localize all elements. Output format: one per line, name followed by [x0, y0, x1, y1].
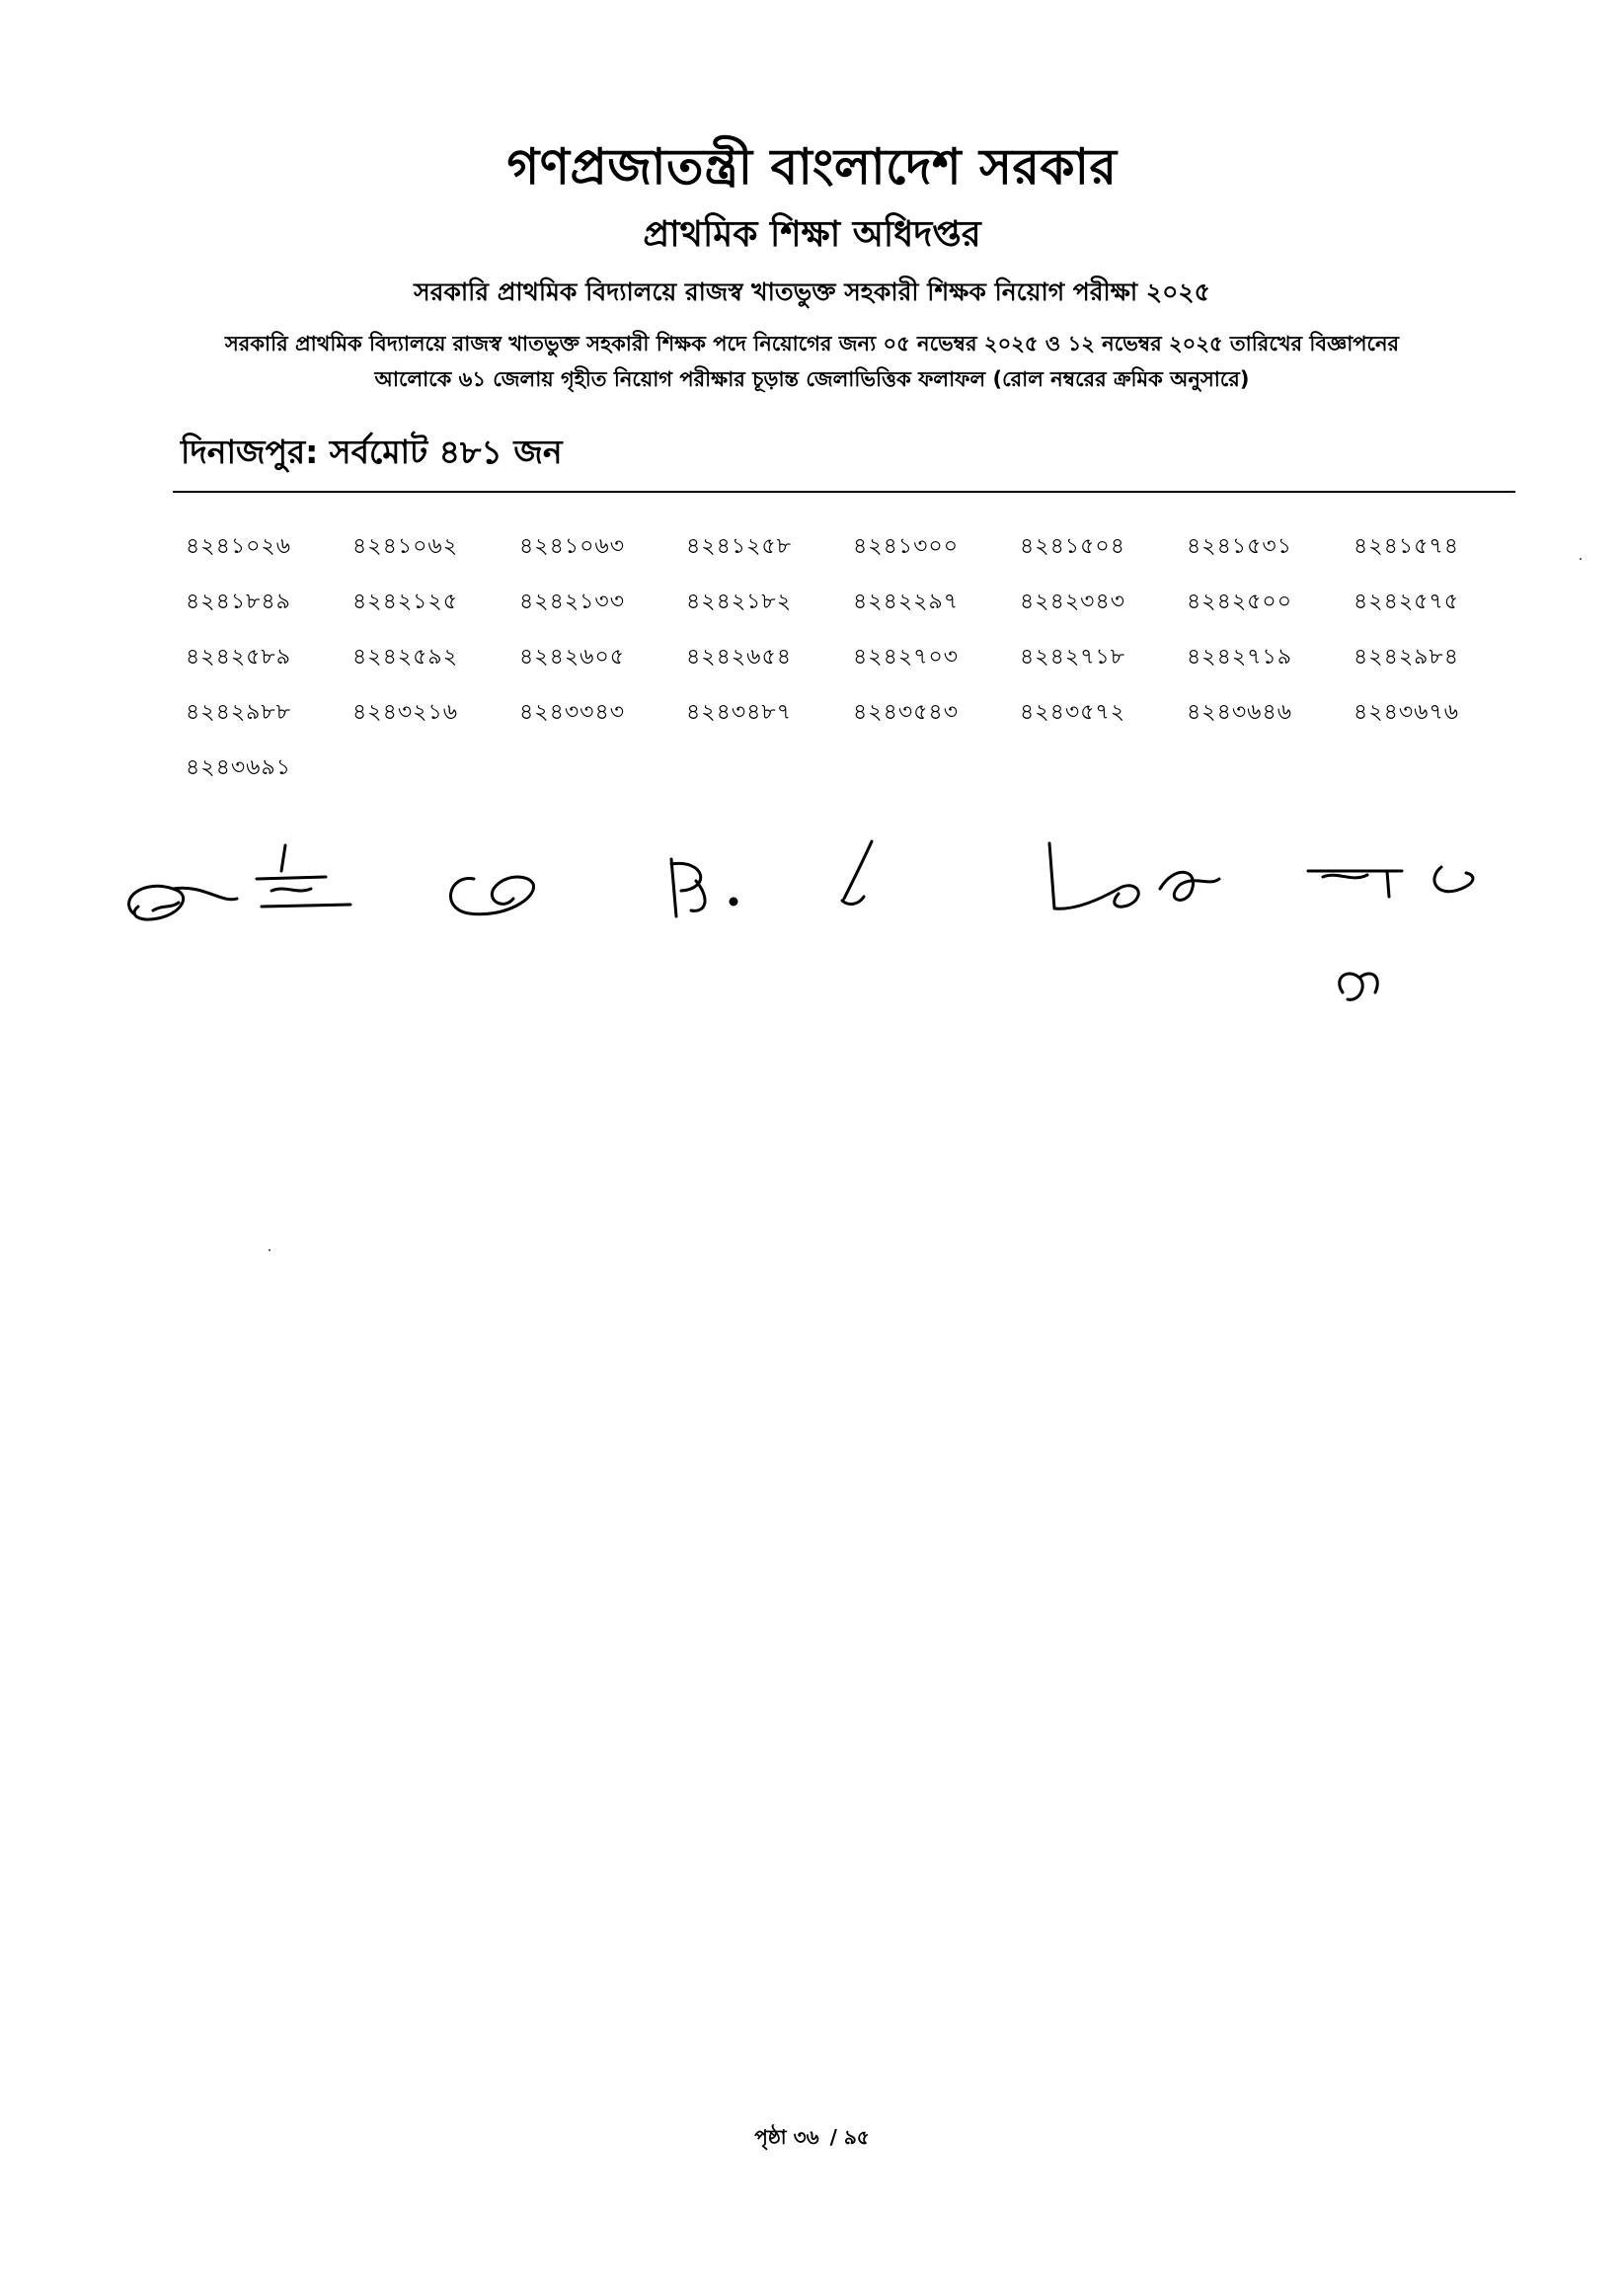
- roll-number: ৪২৪১০৬৩: [519, 534, 626, 559]
- page-title: গণপ্রজাতন্ত্রী বাংলাদেশ সরকার: [506, 138, 1118, 196]
- roll-number: ৪২৪২৭১৮: [1020, 645, 1126, 670]
- description-line-1: সরকারি প্রাথমিক বিদ্যালয়ে রাজস্ব খাতভুক্ত সহকারী শিক্ষক পদে নিয়োগের জন্য ০৫ নভেম্বর ২০২৫ ও ১২ নভেম্বর ২০২৫ তারিখের বিজ্ঞাপনের: [224, 332, 1400, 356]
- roll-number: ৪২৪১৩০০: [853, 534, 960, 559]
- signature-5: [842, 841, 872, 904]
- roll-number: ৪২৪৩৬৭৬: [1353, 700, 1460, 725]
- roll-number: ৪২৪২১২৫: [352, 590, 459, 614]
- signature-2: [257, 845, 350, 907]
- roll-number: ৪২৪২৭১৯: [1187, 645, 1293, 670]
- page-number: পৃষ্ঠা ৩৬: [754, 2125, 819, 2149]
- roll-number: ৪২৪২১৩৩: [519, 590, 626, 614]
- roll-number: ৪২৪২২৯৭: [853, 590, 960, 614]
- roll-number: ৪২৪১৫৩১: [1187, 534, 1292, 559]
- divider: [173, 491, 1515, 493]
- roll-number: ৪২৪১০৬২: [352, 534, 459, 559]
- roll-number: ৪২৪৩৫৭২: [1020, 700, 1126, 725]
- roll-number: ৪২৪২৬৫৪: [686, 645, 793, 670]
- district-heading: দিনাজপুর: সর্বমোট ৪৮১ জন: [181, 433, 563, 471]
- signature-6: [1049, 843, 1219, 909]
- roll-number: ৪২৪২৫৭৫: [1353, 590, 1460, 614]
- page-footer: [0, 2123, 1624, 2156]
- roll-number: ৪২৪১০২৬: [186, 534, 292, 559]
- roll-number: ৪২৪২৯৮৪: [1353, 645, 1459, 670]
- roll-number: ৪২৪২১৮২: [686, 590, 793, 614]
- signature-3: [450, 877, 533, 914]
- description-line-2: আলোকে ৬১ জেলায় গৃহীত নিয়োগ পরীক্ষার চূড়ান্ত জেলাভিত্তিক ফলাফল (রোল নম্বরের ক্রমিক অনুসারে): [374, 367, 1250, 391]
- signature-8: [1340, 974, 1378, 999]
- roll-number: ৪২৪২৩৪৩: [1020, 590, 1126, 614]
- roll-number: ৪২৪২৬০৫: [519, 645, 626, 670]
- roll-number: ৪২৪৩৩৪৩: [519, 700, 626, 725]
- signature-4: [671, 859, 736, 916]
- roll-number: ৪২৪২৫৯২: [352, 645, 459, 670]
- roll-number: ৪২৪১২৫৮: [686, 534, 792, 559]
- result-description: [148, 326, 1476, 397]
- roll-number: ৪২৪২৫৮৯: [186, 645, 291, 670]
- roll-number: ৪২৪২৯৮৮: [186, 700, 291, 725]
- roll-number: ৪২৪২৭০৩: [853, 645, 960, 670]
- exam-name: সরকারি প্রাথমিক বিদ্যালয়ে রাজস্ব খাতভুক্ত সহকারী শিক্ষক নিয়োগ পরীক্ষা ২০২৫: [414, 277, 1210, 306]
- department-name: প্রাথমিক শিক্ষা অধিদপ্তর: [643, 214, 981, 255]
- roll-number: ৪২৪৩২১৬: [352, 700, 459, 725]
- roll-number: ৪২৪১৫৭৪: [1353, 534, 1459, 559]
- scan-speck: [269, 1249, 271, 1251]
- roll-number: ৪২৪২৫০০: [1187, 590, 1293, 614]
- page-total: / ৯৫: [829, 2125, 870, 2149]
- roll-number-grid: [186, 529, 1528, 806]
- roll-number: ৪২৪৩৪৮৭: [686, 700, 793, 725]
- roll-number: ৪২৪৩৫৪৩: [853, 700, 960, 725]
- signature-7: [1308, 867, 1473, 897]
- roll-number: ৪২৪৩৬৪৬: [1187, 700, 1293, 725]
- roll-number: ৪২৪১৫০৪: [1020, 534, 1125, 559]
- scan-speck: [1580, 558, 1582, 560]
- roll-number: ৪২৪৩৬৯১: [186, 755, 292, 780]
- roll-number: ৪২৪১৮৪৯: [186, 590, 291, 614]
- signatures: [114, 820, 1515, 1017]
- signature-1: [129, 886, 237, 919]
